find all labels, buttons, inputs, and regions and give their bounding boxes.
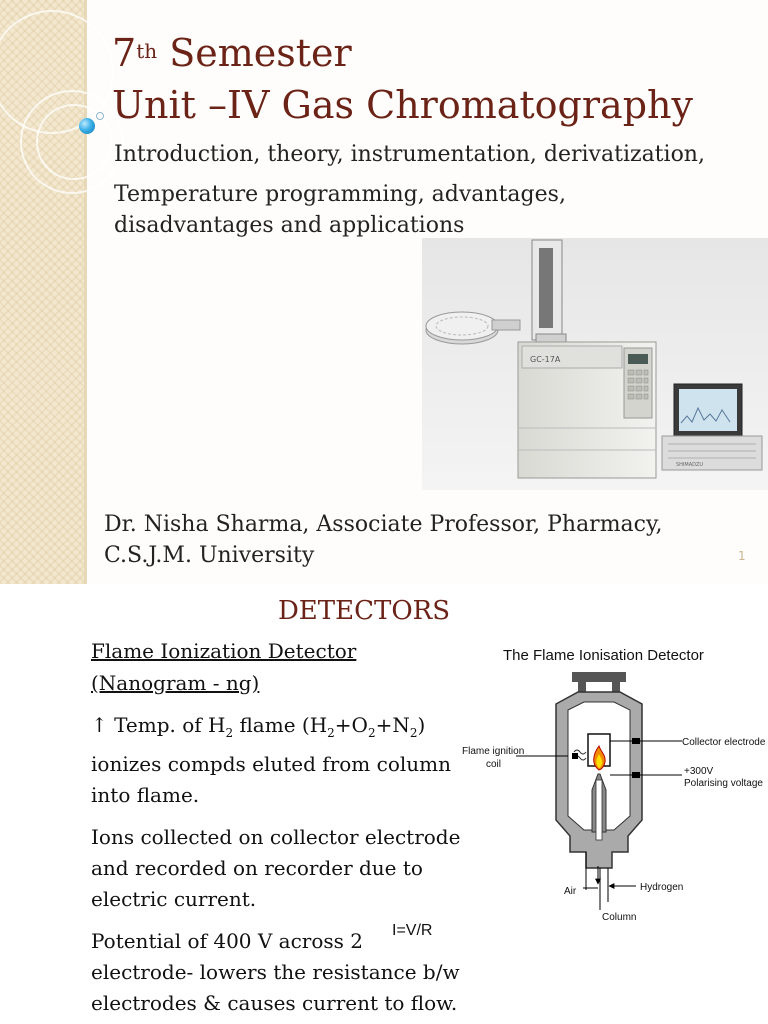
subtitle-line: Introduction, theory, instrumentation, derivatization, — [114, 142, 705, 167]
author-affiliation: C.S.J.M. University — [104, 543, 315, 568]
svg-text:Collector electrode: Collector electrode — [682, 737, 766, 748]
bullet-text-line: Potential of 400 V across 2 — [91, 929, 364, 953]
svg-text:GC-17A: GC-17A — [530, 355, 561, 364]
fid-diagram-title: The Flame Ionisation Detector — [503, 647, 704, 664]
gas-chromatograph-photo — [422, 238, 768, 490]
fid-diagram — [460, 640, 768, 940]
bullet-text-line: into flame. — [91, 783, 200, 807]
svg-text:SHIMADZU: SHIMADZU — [676, 462, 704, 468]
slide-title-unit: Unit –IV Gas Chromatography — [112, 83, 693, 127]
svg-text:Air: Air — [564, 886, 577, 897]
decorative-blue-dot — [79, 118, 95, 134]
svg-text:Flame ignition: Flame ignition — [462, 746, 525, 757]
bullet-text-line: electrode- lowers the resistance b/w — [91, 960, 460, 984]
fid-chimney-cap — [572, 672, 626, 682]
detectors-slide — [0, 584, 768, 1024]
svg-text:+300V: +300V — [684, 766, 714, 777]
bullet-text-line: electrodes & causes current to flow. — [91, 991, 458, 1015]
section-heading: DETECTORS — [277, 596, 451, 626]
bullet-text-line: electric current. — [91, 887, 257, 911]
decorative-small-dot — [96, 112, 104, 120]
ohms-law-formula: I=V/R — [392, 922, 433, 939]
svg-text:Hydrogen: Hydrogen — [640, 882, 684, 893]
subtitle-line: Temperature programming, advantages, — [114, 182, 566, 207]
detector-sensitivity: (Nanogram - ng) — [91, 671, 260, 695]
subtitle-line: disadvantages and applications — [114, 213, 465, 238]
author-line: Dr. Nisha Sharma, Associate Professor, Pharmacy, — [104, 512, 663, 537]
bullet-text-line: Ions collected on collector electrode — [91, 825, 461, 849]
bullet-text-line: ionizes compds eluted from column — [91, 752, 451, 776]
detector-name: Flame Ionization Detector — [91, 639, 357, 663]
svg-text:Polarising voltage: Polarising voltage — [684, 778, 763, 789]
svg-text:coil: coil — [486, 759, 502, 770]
bullet-text-line: ↑ Temp. of $H_2$ flame $(H_2+O_2+N_2)$ — [91, 713, 426, 740]
page-number: 1 — [738, 549, 746, 563]
bullet-text-line: and recorded on recorder due to — [91, 856, 423, 880]
slide-title: 7th Semester — [112, 31, 352, 75]
svg-text:Column: Column — [602, 912, 637, 923]
